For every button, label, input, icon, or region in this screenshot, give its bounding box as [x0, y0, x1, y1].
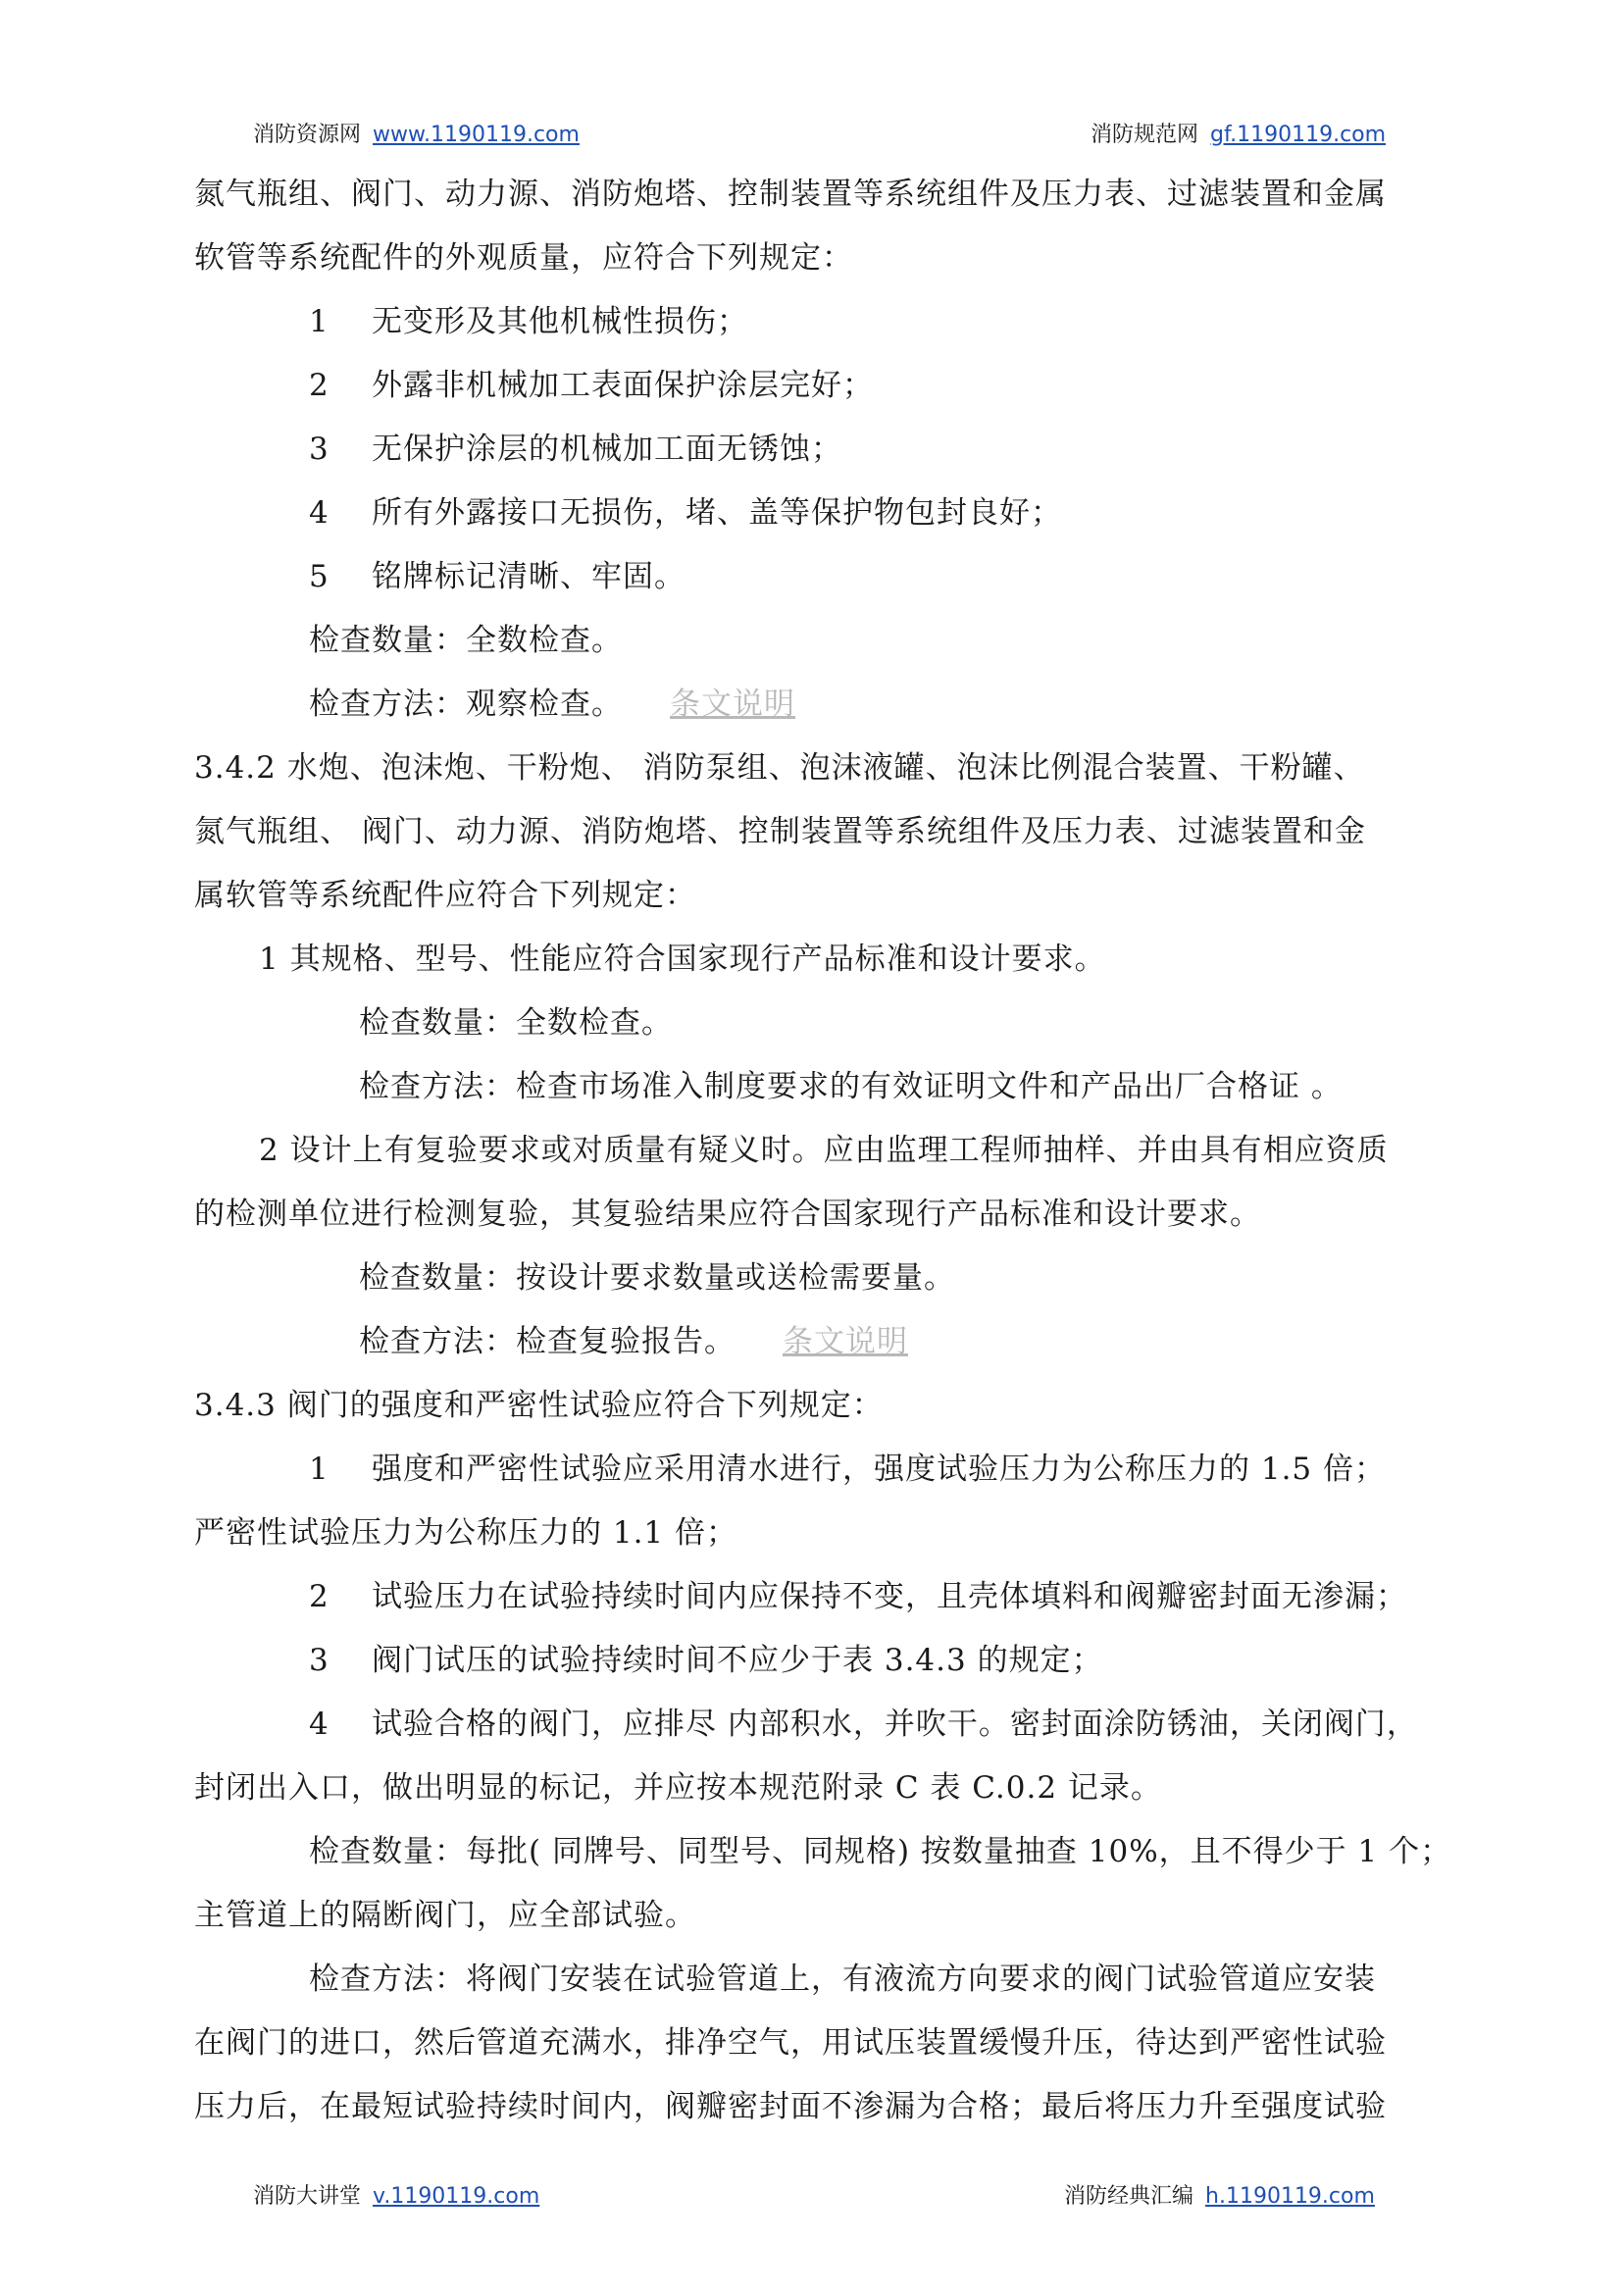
header-left-link[interactable]: www.1190119.com: [373, 123, 580, 147]
page-footer: [0, 2179, 1624, 2218]
header-right-link[interactable]: gf.1190119.com: [1210, 123, 1387, 147]
text-line: 主管道上的隔断阀门，应全部试验。: [194, 1898, 696, 1933]
check-method: 检查方法：检查市场准入制度要求的有效证明文件和产品出厂合格证 。: [359, 1069, 1343, 1104]
check-quantity: 检查数量：按设计要求数量或送检需要量。: [359, 1260, 955, 1296]
item-text: 铭牌标记清晰、牢固。: [372, 559, 685, 594]
paragraph-text: 氮气瓶组、阀门、动力源、消防炮塔、控制装置等系统组件及压力表、过滤装置和金属: [194, 177, 1387, 212]
requirement-item: 1 其规格、型号、性能应符合国家现行产品标准和设计要求。: [259, 942, 1106, 977]
item-number: 4: [309, 1707, 330, 1742]
check-method: [309, 685, 795, 724]
list-item: [309, 1450, 1440, 1489]
item-text: 无变形及其他机械性损伤；: [372, 304, 748, 339]
item-text: 阀门试压的试验持续时间不应少于表 3.4.3 的规定；: [372, 1643, 1103, 1678]
list-item: [309, 557, 685, 596]
check-method: [309, 1960, 1440, 1999]
list-item: [309, 493, 1062, 533]
footer-right-label: 消防经典汇编: [1064, 2184, 1194, 2209]
item-number: 2: [309, 368, 330, 403]
footer-left-label: 消防大讲堂: [253, 2184, 362, 2209]
section-heading-3-4-2: [194, 748, 1440, 788]
item-text: 试验压力在试验持续时间内应保持不变，且壳体填料和阀瓣密封面无渗漏；: [372, 1579, 1407, 1614]
check-quantity: 检查数量：全数检查。: [359, 1005, 673, 1041]
text-line: 封闭出入口，做出明显的标记，并应按本规范附录 C 表 C.0.2 记录。: [194, 1770, 1162, 1806]
check-method-text: 检查方法：观察检查。: [309, 687, 623, 722]
header-right-label: 消防规范网: [1091, 123, 1199, 147]
footer-right-link[interactable]: h.1190119.com: [1205, 2184, 1375, 2209]
paragraph-text: 3.4.2 水炮、泡沫炮、干粉炮、 消防泵组、泡沫液罐、泡沫比例混合装置、干粉罐、: [194, 750, 1365, 786]
item-number: 3: [309, 1643, 330, 1678]
item-text: 无保护涂层的机械加工面无锈蚀；: [372, 432, 842, 467]
text-line: 属软管等系统配件应符合下列规定：: [194, 878, 696, 913]
item-text: 所有外露接口无损伤，堵、盖等保护物包封良好；: [372, 495, 1062, 531]
list-item: [309, 1705, 1418, 1744]
item-text: 强度和严密性试验应采用清水进行，强度试验压力为公称压力的 1.5 倍；: [372, 1452, 1387, 1487]
item-number: 1: [309, 1452, 330, 1487]
check-method-text: 检查方法：检查复验报告。: [359, 1324, 736, 1359]
list-item: [309, 430, 842, 469]
requirement-item: [259, 1131, 1440, 1170]
paragraph-text: 在阀门的进口，然后管道充满水，排净空气，用试压装置缓慢升压，待达到严密性试验: [194, 2025, 1387, 2061]
clause-note-link[interactable]: 条文说明: [783, 1324, 908, 1359]
text-line: [194, 2023, 1440, 2063]
page-header: [0, 118, 1624, 157]
header-left: [253, 118, 580, 148]
paragraph-text: 压力后，在最短试验持续时间内，阀瓣密封面不渗漏为合格；最后将压力升至强度试验: [194, 2089, 1387, 2124]
footer-right: [1064, 2179, 1375, 2210]
paragraph-text: 氮气瓶组、 阀门、动力源、消防炮塔、控制装置等系统组件及压力表、过滤装置和金: [194, 814, 1366, 849]
text-line: [194, 175, 1440, 214]
text-line: 的检测单位进行检测复验，其复验结果应符合国家现行产品标准和设计要求。: [194, 1197, 1261, 1232]
item-number: 2: [309, 1579, 330, 1614]
paragraph-text: 检查方法：将阀门安装在试验管道上，有液流方向要求的阀门试验管道应安装: [309, 1962, 1376, 1997]
list-item: [309, 302, 748, 341]
item-text: 外露非机械加工表面保护涂层完好；: [372, 368, 874, 403]
list-item: [309, 366, 874, 405]
paragraph-text: 2 设计上有复验要求或对质量有疑义时。应由监理工程师抽样、并由具有相应资质: [259, 1133, 1389, 1168]
item-number: 5: [309, 559, 330, 594]
header-left-label: 消防资源网: [253, 123, 362, 147]
item-text: 试验合格的阀门，应排尽 内部积水，并吹干。密封面涂防锈油，关闭阀门，: [372, 1707, 1418, 1742]
text-line: [194, 2087, 1440, 2126]
clause-note-link[interactable]: 条文说明: [670, 687, 795, 722]
footer-left: [253, 2179, 539, 2210]
paragraph-text: 检查数量：每批( 同牌号、同型号、同规格) 按数量抽查 10%，且不得少于 1 个；: [309, 1834, 1452, 1869]
list-item: [309, 1577, 1407, 1616]
item-number: 4: [309, 495, 330, 531]
list-item: [309, 1641, 1103, 1680]
text-line: 软管等系统配件的外观质量，应符合下列规定：: [194, 240, 853, 276]
header-right: [1091, 118, 1386, 148]
text-line: [194, 812, 1440, 851]
check-method: [359, 1322, 908, 1361]
check-quantity: 检查数量：全数检查。: [309, 623, 623, 658]
section-heading-3-4-3: 3.4.3 阀门的强度和严密性试验应符合下列规定：: [194, 1388, 884, 1423]
item-number: 1: [309, 304, 330, 339]
footer-left-link[interactable]: v.1190119.com: [373, 2184, 540, 2209]
check-quantity: [309, 1832, 1452, 1871]
text-line: 严密性试验压力为公称压力的 1.1 倍；: [194, 1515, 738, 1551]
item-number: 3: [309, 432, 330, 467]
